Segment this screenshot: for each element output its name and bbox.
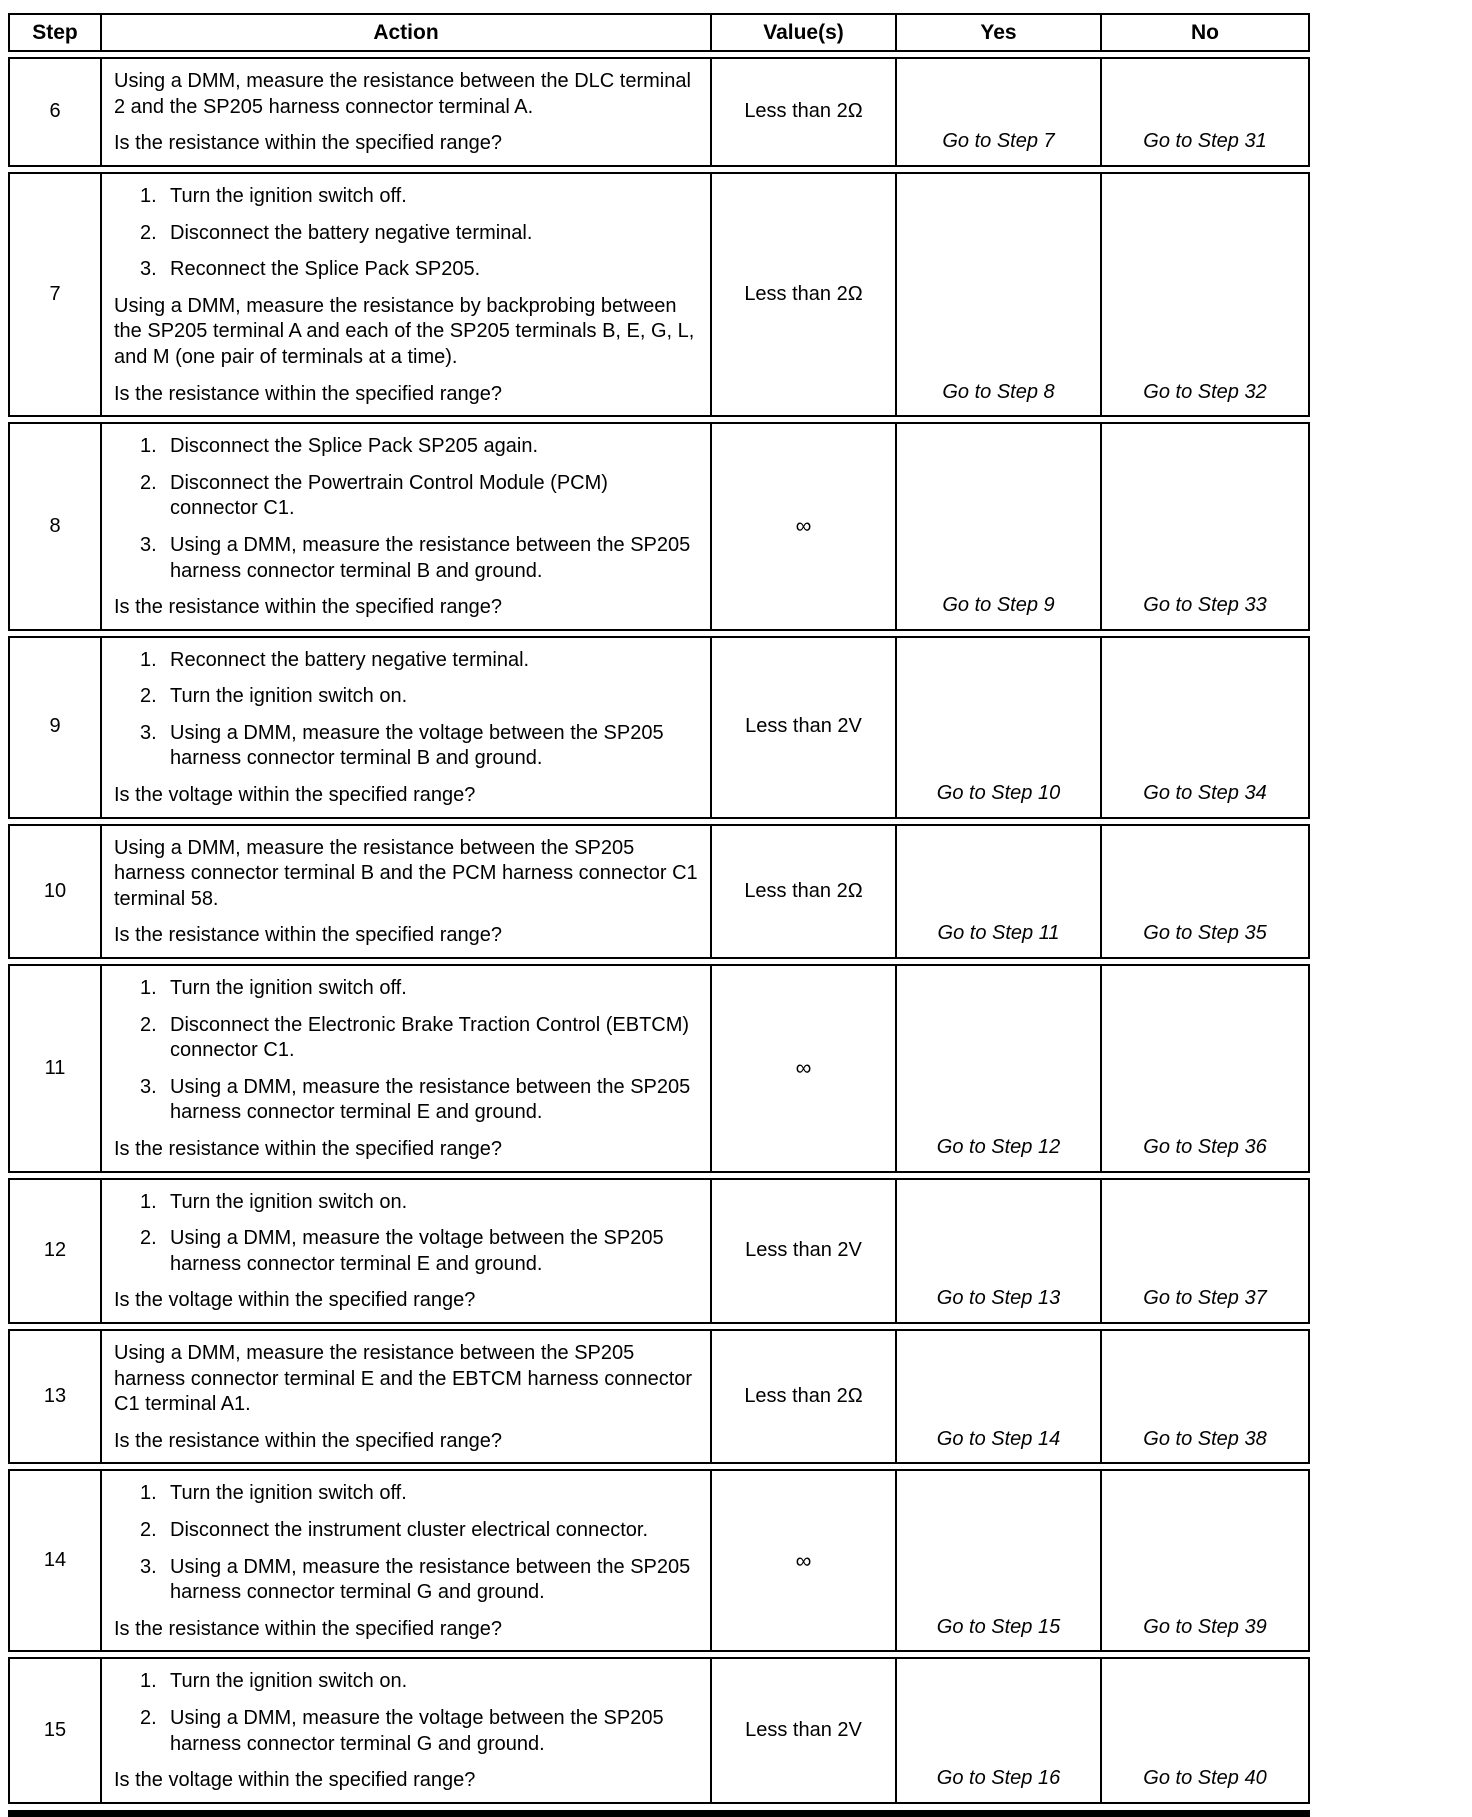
step-number: 13 xyxy=(8,1329,100,1464)
list-item-number: 2. xyxy=(140,471,157,494)
yes-cell: Go to Step 15 xyxy=(895,1469,1100,1652)
action-list-item xyxy=(140,1555,698,1606)
action-list-item xyxy=(140,257,698,283)
yes-cell: Go to Step 16 xyxy=(895,1657,1100,1803)
action-cell xyxy=(100,1329,710,1464)
no-cell: Go to Step 40 xyxy=(1100,1657,1310,1803)
list-item-text: Using a DMM, measure the voltage between the SP205 harness connector terminal B and ground. xyxy=(170,721,664,770)
step-number: 11 xyxy=(8,964,100,1173)
list-item-number: 3. xyxy=(140,1075,157,1098)
action-list-item xyxy=(140,976,698,1002)
list-item-number: 1. xyxy=(140,1670,157,1693)
yes-cell: Go to Step 12 xyxy=(895,964,1100,1173)
action-list-item xyxy=(140,1013,698,1064)
col-header-values: Value(s) xyxy=(710,13,895,52)
list-item-number: 1. xyxy=(140,977,157,1000)
table-body xyxy=(8,57,1310,1804)
value-cell: Less than 2Ω xyxy=(710,57,895,167)
list-item-number: 2. xyxy=(140,1518,157,1541)
action-cell xyxy=(100,1469,710,1652)
action-list-item xyxy=(140,471,698,522)
table-row xyxy=(8,964,1310,1173)
action-question: Is the resistance within the specified range? xyxy=(114,924,502,947)
action-cell xyxy=(100,1657,710,1803)
list-item-text: Turn the ignition switch off. xyxy=(170,184,407,207)
list-item-text: Turn the ignition switch on. xyxy=(170,1190,408,1213)
list-item-text: Using a DMM, measure the resistance between the SP205 harness connector terminal G and ground. xyxy=(170,1555,691,1604)
action-cell xyxy=(100,824,710,959)
no-cell: Go to Step 32 xyxy=(1100,172,1310,417)
col-header-action: Action xyxy=(100,13,710,52)
list-item-text: Turn the ignition switch on. xyxy=(170,685,408,708)
table-row xyxy=(8,1329,1310,1464)
action-list-item xyxy=(140,1190,698,1216)
yes-cell: Go to Step 11 xyxy=(895,824,1100,959)
value-cell: Less than 2V xyxy=(710,1657,895,1803)
list-item-text: Disconnect the Powertrain Control Module (PCM) connector C1. xyxy=(170,471,608,520)
col-header-yes: Yes xyxy=(895,13,1100,52)
yes-cell: Go to Step 9 xyxy=(895,422,1100,631)
list-item-text: Using a DMM, measure the voltage between the SP205 harness connector terminal E and ground. xyxy=(170,1227,664,1275)
table-row xyxy=(8,636,1310,819)
list-item-number: 3. xyxy=(140,258,157,281)
list-item-number: 2. xyxy=(140,1706,157,1729)
action-list-item xyxy=(140,684,698,710)
list-item-number: 1. xyxy=(140,184,157,207)
action-list-item xyxy=(140,533,698,584)
action-list-item xyxy=(140,1226,698,1277)
action-question: Is the voltage within the specified range? xyxy=(114,1289,476,1312)
no-cell: Go to Step 39 xyxy=(1100,1469,1310,1652)
value-cell: Less than 2V xyxy=(710,1178,895,1324)
action-list-item xyxy=(140,1669,698,1695)
list-item-number: 1. xyxy=(140,1190,157,1213)
no-cell: Go to Step 37 xyxy=(1100,1178,1310,1324)
action-cell xyxy=(100,422,710,631)
diagnostic-table xyxy=(8,8,1310,1809)
step-number: 12 xyxy=(8,1178,100,1324)
step-number: 6 xyxy=(8,57,100,167)
list-item-number: 3. xyxy=(140,721,157,744)
action-question: Is the resistance within the specified range? xyxy=(114,382,502,405)
step-number: 7 xyxy=(8,172,100,417)
list-item-text: Reconnect the battery negative terminal. xyxy=(170,648,530,671)
step-number: 15 xyxy=(8,1657,100,1803)
table-row xyxy=(8,1178,1310,1324)
no-cell: Go to Step 33 xyxy=(1100,422,1310,631)
list-item-text: Disconnect the Splice Pack SP205 again. xyxy=(170,435,538,458)
value-cell: Less than 2Ω xyxy=(710,172,895,417)
no-cell: Go to Step 38 xyxy=(1100,1329,1310,1464)
list-item-text: Disconnect the battery negative terminal. xyxy=(170,221,533,244)
list-item-text: Disconnect the instrument cluster electrical connector. xyxy=(170,1518,648,1541)
no-cell: Go to Step 31 xyxy=(1100,57,1310,167)
list-item-number: 2. xyxy=(140,685,157,708)
list-item-number: 1. xyxy=(140,648,157,671)
table-row xyxy=(8,1469,1310,1652)
action-list-item xyxy=(140,1075,698,1126)
action-question: Is the resistance within the specified range? xyxy=(114,1138,502,1160)
list-item-text: Using a DMM, measure the voltage between the SP205 harness connector terminal G and ground. xyxy=(170,1706,664,1755)
action-cell xyxy=(100,636,710,819)
action-list-item xyxy=(140,184,698,210)
table-row xyxy=(8,422,1310,631)
action-cell xyxy=(100,1178,710,1324)
list-item-text: Disconnect the Electronic Brake Traction Control (EBTCM) connector C1. xyxy=(170,1013,690,1062)
action-list-item xyxy=(140,1706,698,1757)
list-item-text: Turn the ignition switch off. xyxy=(170,977,407,1000)
list-item-number: 3. xyxy=(140,1555,157,1578)
list-item-text: Reconnect the Splice Pack SP205. xyxy=(170,258,481,281)
list-item-text: Using a DMM, measure the resistance between the SP205 harness connector terminal B and ground. xyxy=(170,533,691,582)
action-list-item xyxy=(140,221,698,247)
action-question: Is the resistance within the specified range? xyxy=(114,132,502,155)
action-question: Is the resistance within the specified range? xyxy=(114,596,502,619)
table-row xyxy=(8,824,1310,959)
value-cell: Less than 2Ω xyxy=(710,824,895,959)
col-header-step: Step xyxy=(8,13,100,52)
list-item-number: 1. xyxy=(140,435,157,458)
no-cell: Go to Step 35 xyxy=(1100,824,1310,959)
action-cell xyxy=(100,172,710,417)
action-question: Is the resistance within the specified range? xyxy=(114,1617,502,1640)
header-row xyxy=(8,13,1310,52)
value-cell: Less than 2V xyxy=(710,636,895,819)
action-paragraph: Using a DMM, measure the resistance between the SP205 harness connector terminal E and the EBTCM harness connector C1 terminal A1. xyxy=(114,1341,693,1416)
table-row xyxy=(8,57,1310,167)
yes-cell: Go to Step 10 xyxy=(895,636,1100,819)
no-cell: Go to Step 34 xyxy=(1100,636,1310,819)
list-item-number: 3. xyxy=(140,533,157,556)
list-item-number: 1. xyxy=(140,1482,157,1505)
yes-cell: Go to Step 13 xyxy=(895,1178,1100,1324)
yes-cell: Go to Step 8 xyxy=(895,172,1100,417)
list-item-text: Turn the ignition switch on. xyxy=(170,1670,408,1693)
step-number: 10 xyxy=(8,824,100,959)
action-list-item xyxy=(140,1518,698,1544)
action-list-item xyxy=(140,648,698,674)
action-paragraph: Using a DMM, measure the resistance by backprobing between the SP205 terminal A and each of the SP205 terminals B, E, G, L, and M (one pair of terminals at a time). xyxy=(114,294,695,368)
action-paragraph: Using a DMM, measure the resistance between the DLC terminal 2 and the SP205 harness connector terminal A. xyxy=(114,70,691,118)
action-paragraph: Using a DMM, measure the resistance between the SP205 harness connector terminal B and the PCM harness connector C1 terminal 58. xyxy=(114,836,698,910)
action-list-item xyxy=(140,434,698,460)
action-list-item xyxy=(140,1481,698,1507)
action-question: Is the voltage within the specified range? xyxy=(114,784,476,807)
page-cut-line xyxy=(8,1810,1310,1817)
step-number: 8 xyxy=(8,422,100,631)
no-cell: Go to Step 36 xyxy=(1100,964,1310,1173)
table-row xyxy=(8,1657,1310,1803)
action-cell xyxy=(100,57,710,167)
col-header-no: No xyxy=(1100,13,1310,52)
list-item-number: 2. xyxy=(140,1013,157,1036)
action-question: Is the resistance within the specified range? xyxy=(114,1429,502,1452)
value-cell: Less than 2Ω xyxy=(710,1329,895,1464)
list-item-number: 2. xyxy=(140,1227,157,1250)
list-item-text: Using a DMM, measure the resistance between the SP205 harness connector terminal E and ground. xyxy=(170,1075,691,1124)
table-row xyxy=(8,172,1310,417)
value-cell: ∞ xyxy=(710,422,895,631)
yes-cell: Go to Step 7 xyxy=(895,57,1100,167)
action-cell xyxy=(100,964,710,1173)
list-item-number: 2. xyxy=(140,221,157,244)
step-number: 9 xyxy=(8,636,100,819)
value-cell: ∞ xyxy=(710,1469,895,1652)
yes-cell: Go to Step 14 xyxy=(895,1329,1100,1464)
value-cell: ∞ xyxy=(710,964,895,1173)
action-question: Is the voltage within the specified range? xyxy=(114,1769,476,1792)
action-list-item xyxy=(140,721,698,772)
list-item-text: Turn the ignition switch off. xyxy=(170,1482,407,1505)
step-number: 14 xyxy=(8,1469,100,1652)
